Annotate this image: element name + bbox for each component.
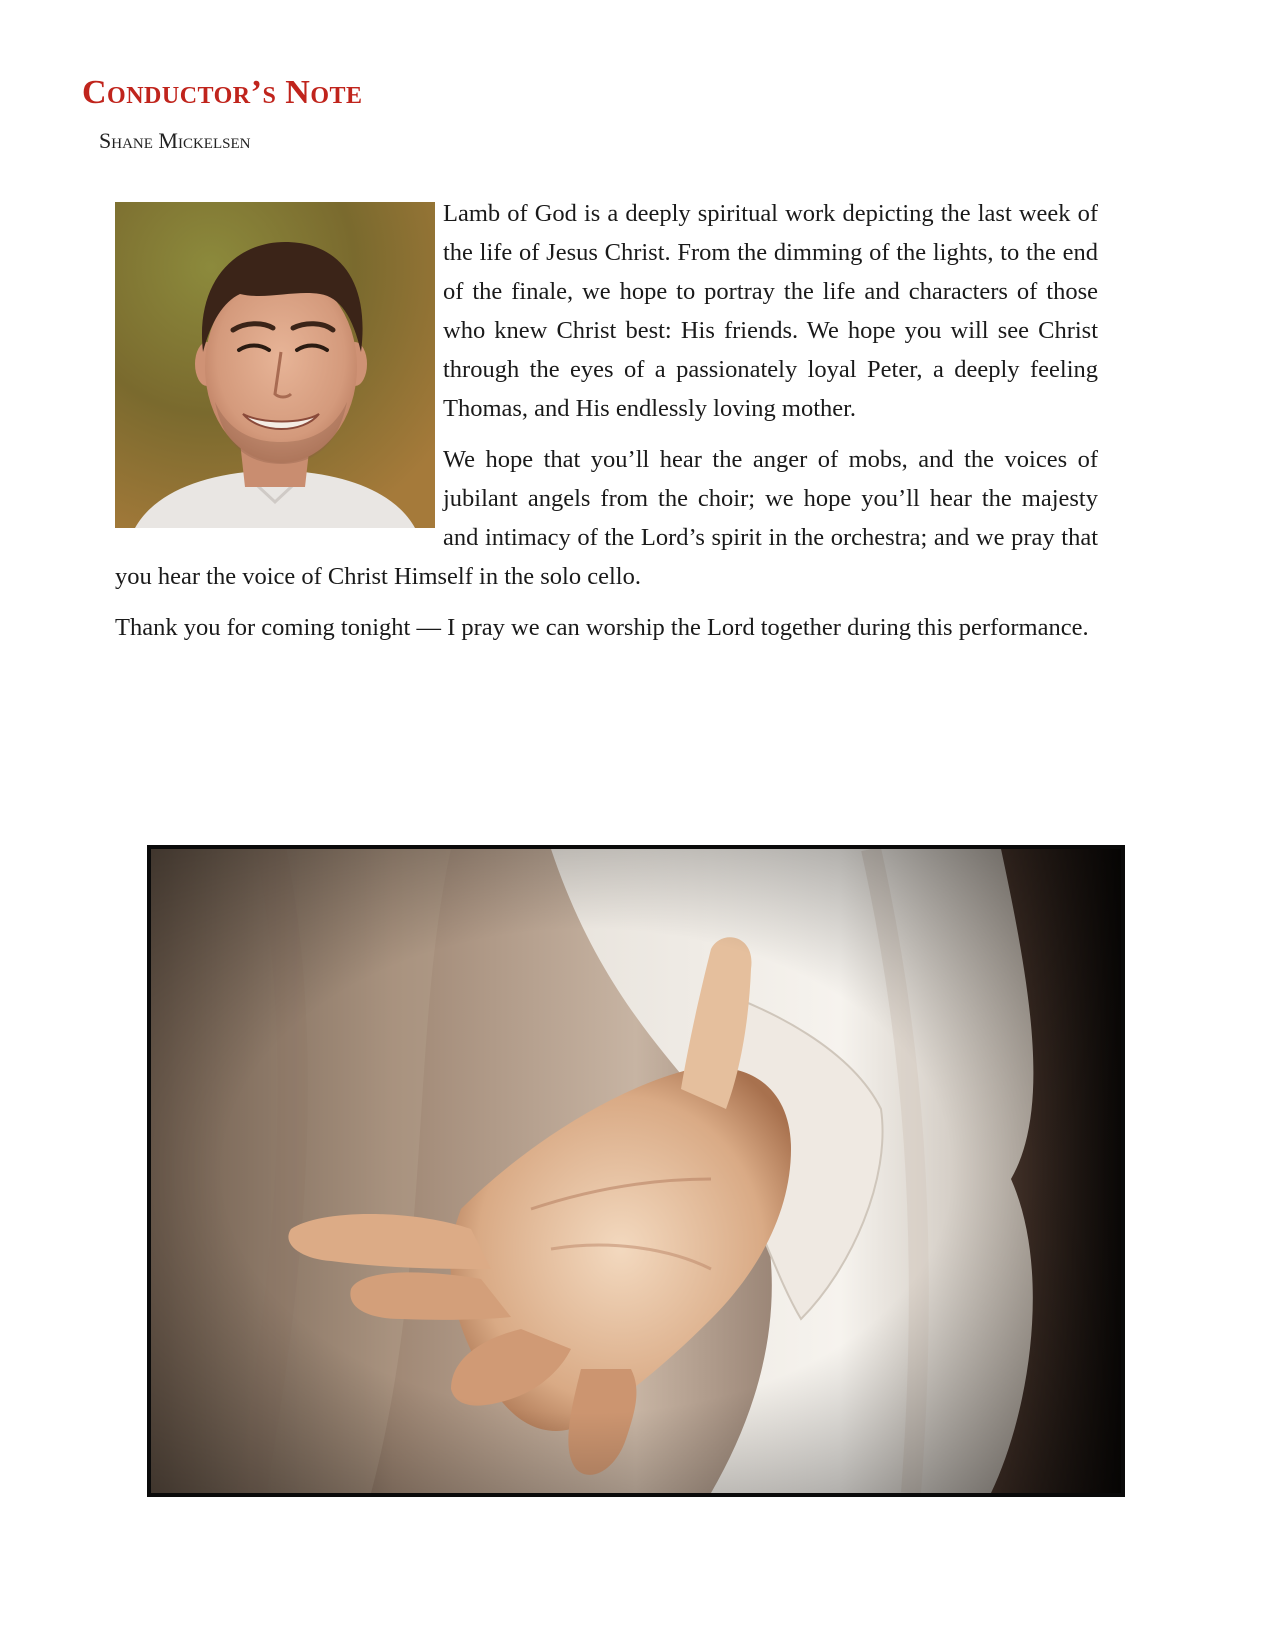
- page-title: Conductor’s Note: [82, 74, 363, 111]
- outstretched-hand-photo: [147, 845, 1125, 1497]
- author-byline: Shane Mickelsen: [99, 128, 251, 153]
- note-body: [115, 194, 1098, 659]
- paragraph-hope: We hope that you’ll hear the anger of mobs, and the voices of jubilant angels from the choir; we hope you’ll hear the majesty and intimacy of the Lord’s spirit in the orchestra; and we pray that you hear the voice of Christ Himself in the solo cello.: [115, 446, 1098, 590]
- conductor-portrait: [115, 202, 435, 528]
- paragraph-intro: Lamb of God is a deeply spiritual work depicting the last week of the life of Jesus Christ. From the dimming of the lights, to the end of the finale, we hope to portray the life and characters of those who knew Christ best: His friends. We hope you will see Christ through the eyes of a passionately loyal Peter, a deeply feeling Thomas, and His endlessly loving mother.: [443, 200, 1098, 422]
- paragraph-thanks: Thank you for coming tonight — I pray we can worship the Lord together during this performance.: [115, 614, 1089, 641]
